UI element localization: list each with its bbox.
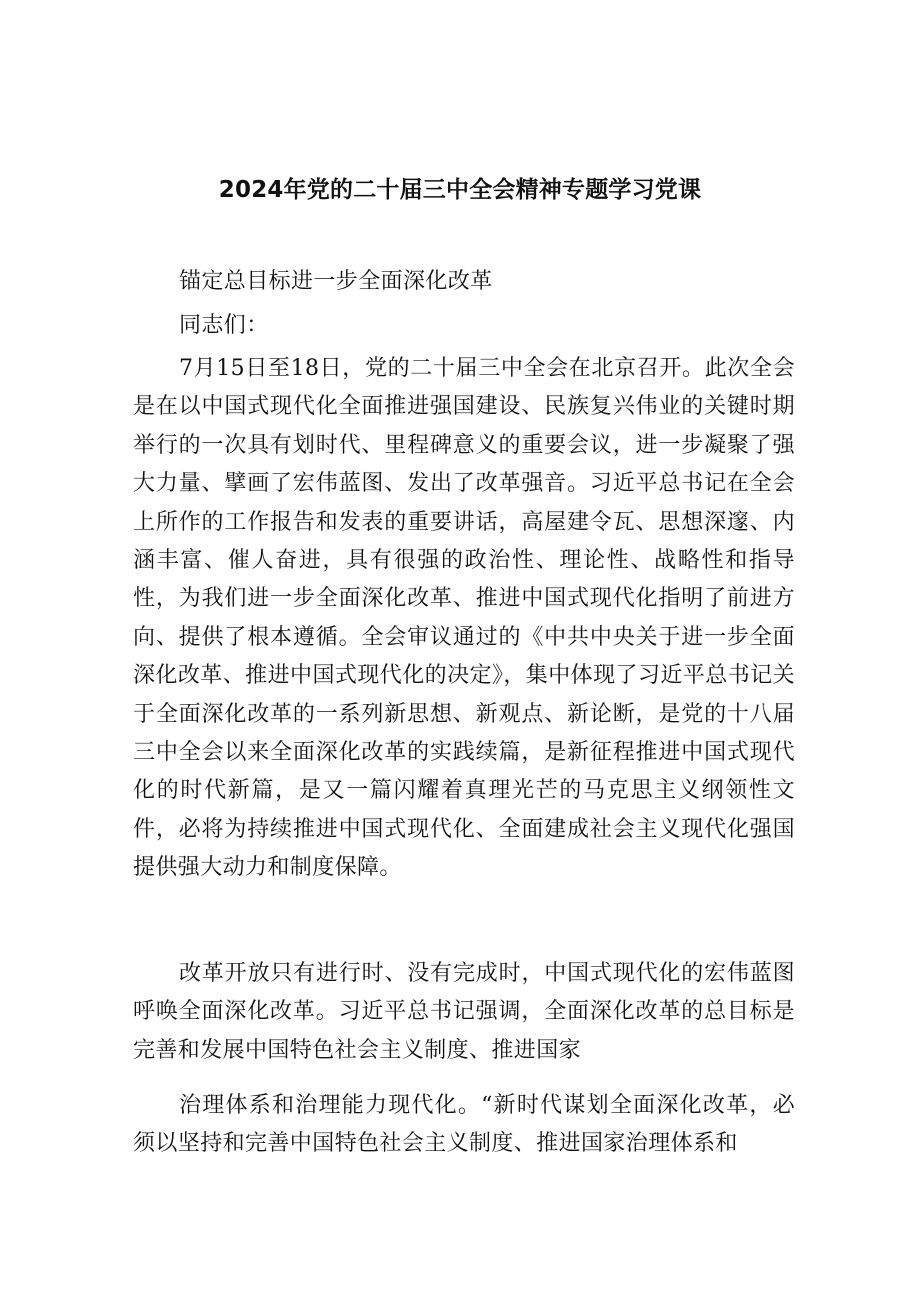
paragraph-1: 7月15日至18日，党的二十届三中全会在北京召开。此次全会是在以中国式现代化全面推进强国建设、民族复兴伟业的关键时期举行的一次具有划时代、里程碑意义的重要会议，进一步凝聚了强大力量、擘画了宏伟蓝图、发出了改革强音。习近平总书记在全会上所作的工作报告和发表的重要讲话，高屋建令瓦、思想深邃、内涵丰富、催人奋进，具有很强的政治性、理论性、战略性和指导性，为我们进一步全面深化改革、推进中国式现代化指明了前进方向、提供了根本遵循。全会审议通过的《中共中央关于进一步全面深化改革、推进中国式现代化的决定》，集中体现了习近平总书记关于全面深化改革的一系列新思想、新观点、新论断，是党的十八届三中全会以来全面深化改革的实践续篇，是新征程推进中国式现代化的时代新篇，是又一篇闪耀着真理光芒的马克思主义纲领性文件，必将为持续推进中国式现代化、全面建成社会主义现代化强国提供强大动力和制度保障。 [133,356,795,881]
document-title: 2024年党的二十届三中全会精神专题学习党课 [218,177,702,203]
document-subtitle: 锚定总目标进一步全面深化改革 [179,269,493,294]
paragraph-2: 改革开放只有进行时、没有完成时，中国式现代化的宏伟蓝图呼唤全面深化改革。习近平总书记强调，全面深化改革的总目标是完善和发展中国特色社会主义制度、推进国家 [133,961,795,1063]
paragraph-3: 治理体系和治理能力现代化。“新时代谋划全面深化改革，必须以坚持和完善中国特色社会主义制度、推进国家治理体系和 [133,1093,795,1157]
greeting: 同志们： [179,313,269,338]
